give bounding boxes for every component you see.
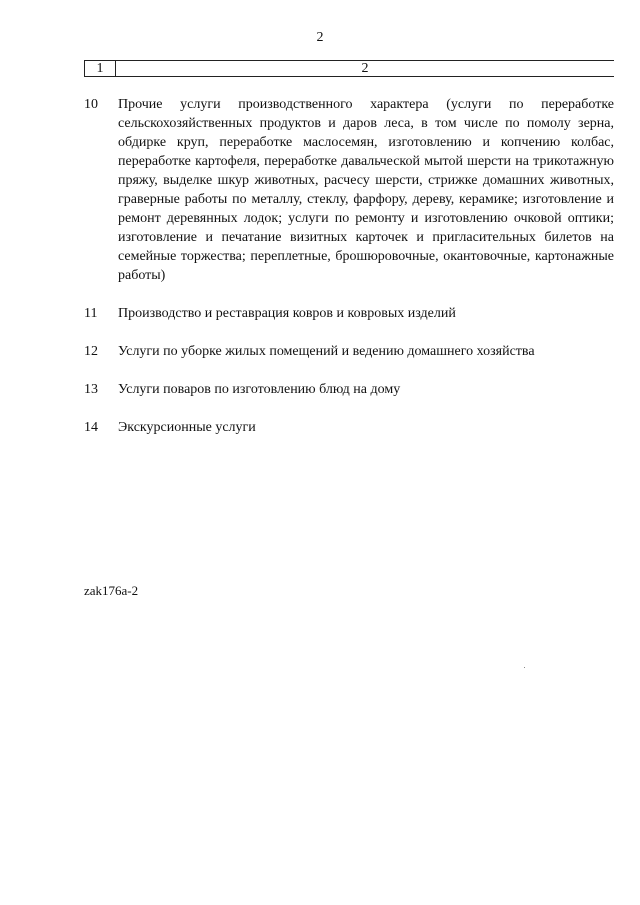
item-text: Услуги по уборке жилых помещений и ведению домашнего хозяйства <box>118 344 535 359</box>
table-header <box>84 60 614 77</box>
list-item <box>84 342 614 361</box>
item-text: Прочие услуги производственного характера (услуги по переработке сельскохозяйственных продуктов и даров леса, в том числе по помолу зерна, обдирке круп, переработке маслосемян, изготовлению и копчению колбас, переработке картофеля, переработке давальческой мытой шерсти на трикотажную пряжу, выделке шкур животных, расчесу шерсти, стрижке домашних животных, граверные работы по металлу, стеклу, фарфору, дереву, керамике; изготовление и ремонт деревянных лодок; услуги по ремонту и изготовлению очковой оптики; изготовление и печатание визитных карточек и пригласительных билетов на семейные торжества; переплетные, брошюровочные, окантовочные, картонажные работы) <box>118 97 614 283</box>
item-text: Услуги поваров по изготовлению блюд на дому <box>118 382 401 397</box>
item-number: 10 <box>84 97 98 112</box>
document-code: zak176a-2 <box>84 583 139 598</box>
item-number: 11 <box>84 306 98 321</box>
table-header-col-1: 1 <box>85 61 116 76</box>
item-number: 13 <box>84 382 98 397</box>
list-item <box>84 418 614 437</box>
item-number: 14 <box>84 420 98 435</box>
page-number: 2 <box>316 30 324 45</box>
services-list <box>84 95 614 456</box>
scan-artifact <box>524 667 525 668</box>
item-number: 12 <box>84 344 98 359</box>
list-item <box>84 380 614 399</box>
list-item <box>84 95 614 285</box>
item-text: Экскурсионные услуги <box>118 420 256 435</box>
table-header-col-2: 2 <box>361 61 369 76</box>
item-text: Производство и реставрация ковров и ковровых изделий <box>118 306 456 321</box>
list-item <box>84 304 614 323</box>
